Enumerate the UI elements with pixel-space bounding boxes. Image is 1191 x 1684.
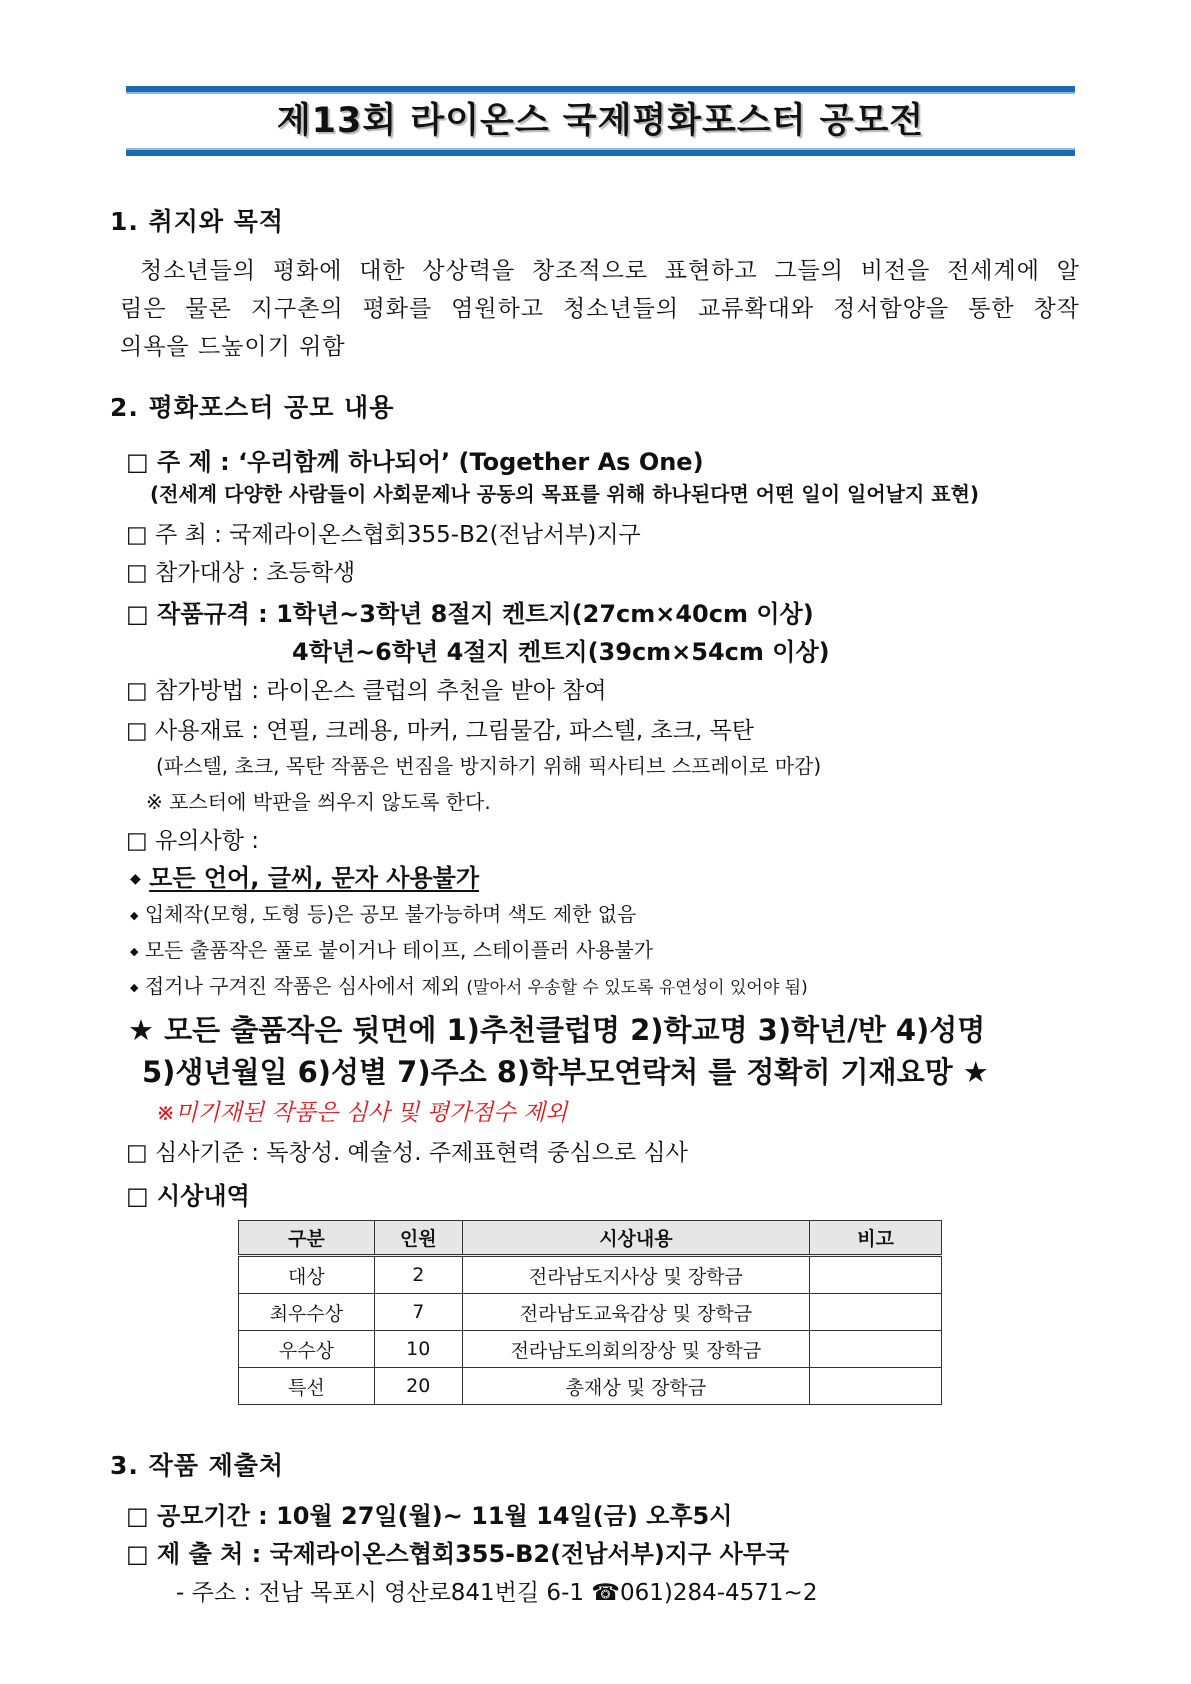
paragraph-word: 창조적으로 [531,258,649,284]
bullet-icon: ◆ [130,945,139,958]
award-category: 대상 [239,1256,375,1294]
title-bar-top-accent [126,92,1075,94]
paragraph-word: 지구촌의 [250,296,344,322]
caution-item-4 [130,970,808,999]
paragraph-word: 청소년들의 [562,296,680,322]
award-remarks [810,1256,942,1294]
paragraph-word: 알 [1056,258,1080,284]
section1-line-2 [120,290,1080,323]
materials-note: (파스텔, 초크, 목탄 작품은 번짐을 방지하기 위해 픽사티브 스프레이로 마감) [156,754,822,778]
table-row [239,1331,942,1368]
paragraph-word: 그들의 [774,258,844,284]
caution-text-4: 접거나 구겨진 작품은 심사에서 제외 [144,974,461,998]
column-header-remarks: 비고 [810,1221,942,1256]
award-prize: 전라남도의회의장상 및 장학금 [462,1331,809,1368]
period-line: □ 공모기간 : 10월 27일(월)~ 11월 14일(금) 오후5시 [126,1502,733,1530]
method-line: □ 참가방법 : 라이온스 클럽의 추천을 받아 참여 [126,678,607,704]
award-prize: 총재상 및 장학금 [462,1368,809,1405]
column-header-category: 구분 [239,1221,375,1256]
paragraph-word: 비전을 [860,258,931,284]
paragraph-word: 상상력을 [422,258,516,284]
paragraph-word: 청소년들의 [140,258,257,284]
award-remarks [810,1368,942,1405]
award-table-header-row [239,1221,942,1256]
caution-text-3: 모든 출품작은 풀로 붙이거나 테이프, 스테이플러 사용불가 [144,938,654,962]
spec-line-2: 4학년~6학년 4절지 켄트지(39cm×54cm 이상) [292,638,830,666]
column-header-prize: 시상내용 [462,1221,809,1256]
section1-line-3: 의욕을 드높이기 위함 [120,334,346,360]
submission-notice-line-2: 5)생년월일 6)성별 7)주소 8)학부모연락처 를 정확히 기재요망 ★ [142,1055,989,1089]
award-category: 최우수상 [239,1294,375,1331]
theme-line: □ 주 제 : ‘우리함께 하나되어’ (Together As One) [126,448,704,476]
materials-line: □ 사용재료 : 연필, 크레용, 마커, 그림물감, 파스텔, 초크, 목탄 [126,718,754,744]
section1-heading: 1. 취지와 목적 [110,207,285,236]
section1-line-1 [140,252,1080,285]
paragraph-word: 전세계에 [947,258,1040,284]
criteria-line: □ 심사기준 : 독창성. 예술성. 주제표현력 중심으로 심사 [126,1140,688,1166]
section2-heading: 2. 평화포스터 공모 내용 [110,393,395,422]
paragraph-word: 물론 [185,296,232,322]
award-count: 7 [374,1294,462,1331]
spec-line-1: □ 작품규격 : 1학년~3학년 8절지 켄트지(27cm×40cm 이상) [126,600,814,628]
caution-text-4-note: (말아서 우송할 수 있도록 유연성이 있어야 됨) [466,978,808,998]
target-line: □ 참가대상 : 초등학생 [126,560,356,586]
paragraph-word: 대한 [359,258,406,284]
award-remarks [810,1331,942,1368]
award-category: 우수상 [239,1331,375,1368]
awards-label: □ 시상내역 [126,1182,250,1210]
section3-heading: 3. 작품 제출처 [110,1451,285,1480]
paragraph-word: 표현하고 [664,258,758,284]
caution-text-2: 입체작(모형, 도형 등)은 공모 불가능하며 색도 제한 없음 [144,902,637,926]
paragraph-word: 교류확대와 [698,296,815,322]
caution-item-2 [130,898,636,927]
column-header-count: 인원 [374,1221,462,1256]
address-line: - 주소 : 전남 목포시 영산로841번길 6-1 ☎061)284-4571~2 [176,1580,818,1606]
paragraph-word: 평화를 [362,296,433,322]
submission-notice-line-1: ★ 모든 출품작은 뒷면에 1)추천클럽명 2)학교명 3)학년/반 4)성명 [128,1013,986,1047]
award-count: 10 [374,1331,462,1368]
caution-item-3 [130,934,653,963]
bullet-icon: ◆ [130,871,141,887]
award-prize: 전라남도지사상 및 장학금 [462,1256,809,1294]
theme-note: (전세계 다양한 사람들이 사회문제나 공동의 목표를 위해 하나된다면 어떤 일이 일어날지 표현) [150,482,980,506]
page-title: 제13회 라이온스 국제평화포스터 공모전 [276,101,925,141]
caution-text-1: 모든 언어, 글씨, 문자 사용불가 [149,864,480,892]
paragraph-word: 정서함양을 [833,296,950,322]
award-remarks [810,1294,942,1331]
laminate-note: ※ 포스터에 박판을 씌우지 않도록 한다. [146,790,491,814]
submit-place-line: □ 제 출 처 : 국제라이온스협회355-B2(전남서부)지구 사무국 [126,1540,790,1568]
host-line: □ 주 최 : 국제라이온스협회355-B2(전남서부)지구 [126,522,641,548]
paragraph-word: 염원하고 [451,296,545,322]
award-count: 2 [374,1256,462,1294]
table-row [239,1368,942,1405]
cautions-label: □ 유의사항 : [126,828,259,854]
award-prize: 전라남도교육감상 및 장학금 [462,1294,809,1331]
bullet-icon: ◆ [130,909,139,922]
award-category: 특선 [239,1368,375,1405]
table-row [239,1294,942,1331]
missing-info-warning: ※미기재된 작품은 심사 및 평가점수 제외 [156,1100,568,1126]
award-count: 20 [374,1368,462,1405]
table-row [239,1256,942,1294]
paragraph-word: 창작 [1033,296,1080,322]
title-bar-bottom [126,150,1075,156]
caution-item-1 [130,858,479,893]
paragraph-word: 통한 [968,296,1015,322]
paragraph-word: 평화에 [272,258,343,284]
award-table [238,1220,942,1405]
bullet-icon: ◆ [130,981,139,994]
paragraph-word: 림은 [120,296,167,322]
